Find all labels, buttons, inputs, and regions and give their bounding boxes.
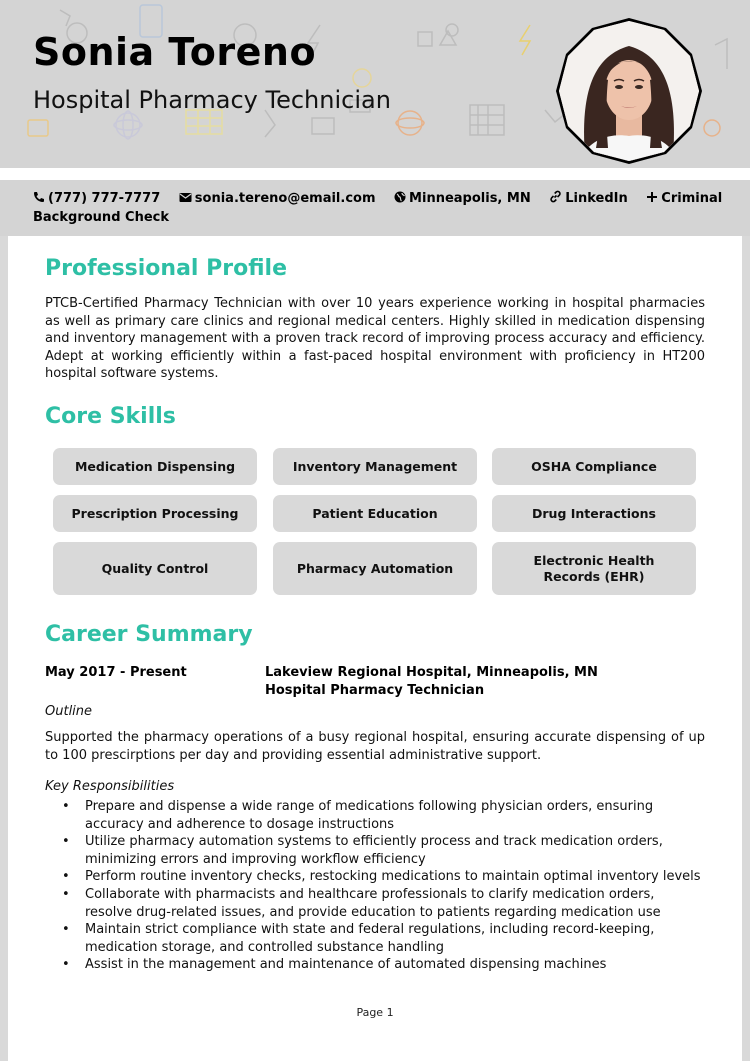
skill-chip: Medication Dispensing (53, 448, 257, 485)
extra-text: Criminal Background Check (33, 191, 723, 225)
profile-photo (556, 18, 702, 164)
linkedin-text: LinkedIn (565, 191, 628, 206)
list-item: • Utilize pharmacy automation systems to efficiently process and track medication orders, minimizing errors and improving workflow efficiency (85, 833, 705, 868)
globe-icon (394, 191, 406, 203)
list-item: • Prepare and dispense a wide range of medications following physician orders, ensuring accuracy and adherence to dosage instructions (85, 798, 705, 833)
list-item: • Perform routine inventory checks, restocking medications to maintain optimal inventory levels (85, 868, 705, 886)
envelope-icon (179, 192, 192, 203)
job-outline: Supported the pharmacy operations of a busy regional hospital, ensuring accurate dispensing of up to 100 prescirptions per day and providing essential administrative support. (45, 730, 705, 763)
skill-chip: Electronic Health Records (EHR) (492, 542, 696, 595)
contact-details (33, 189, 733, 227)
page-number: Page 1 (356, 1006, 394, 1019)
responsibilities-list (45, 798, 705, 974)
career-heading: Career Summary (45, 622, 253, 647)
profile-text: PTCB-Certified Pharmacy Technician with over 10 years experience working in hospital pharmacies as well as primary care clinics and regional medical centers. Highly skilled in medication dispensing and inventory management with a proven track record of improving process accuracy and efficiency. Adept at working efficiently within a fast-paced hospital environment with proficiency in HT200 hospital software systems. (45, 296, 705, 382)
skill-chip: Pharmacy Automation (273, 542, 477, 595)
phone-text: (777) 777-7777 (48, 191, 161, 206)
contact-bar (0, 180, 750, 236)
profile-heading: Professional Profile (45, 256, 287, 281)
list-item: • Collaborate with pharmacists and healthcare professionals to clarify medication orders, resolve drug-related issues, and provide education to patients regarding medication use (85, 886, 705, 921)
skill-chip: Patient Education (273, 495, 477, 532)
plus-icon (646, 191, 658, 203)
skill-chip: OSHA Compliance (492, 448, 696, 485)
link-icon (549, 190, 562, 203)
resume-header (0, 0, 750, 168)
avatar (556, 18, 702, 164)
list-item: • Assist in the management and maintenance of automated dispensing machines (85, 956, 705, 974)
header-divider (0, 168, 750, 180)
contact-location (394, 191, 535, 206)
candidate-name: Sonia Toreno (33, 30, 317, 74)
skill-chip: Inventory Management (273, 448, 477, 485)
candidate-title: Hospital Pharmacy Technician (33, 86, 391, 114)
outline-label: Outline (45, 704, 93, 719)
location-text: Minneapolis, MN (409, 191, 531, 206)
contact-email[interactable] (179, 191, 380, 206)
job-employer: Lakeview Regional Hospital, Minneapolis, MN (265, 665, 598, 680)
contact-linkedin[interactable] (549, 191, 632, 206)
job-dates: May 2017 - Present (45, 665, 187, 680)
resume-body (8, 236, 742, 1061)
skill-chip: Quality Control (53, 542, 257, 595)
job-role: Hospital Pharmacy Technician (265, 683, 485, 698)
skill-chip: Prescription Processing (53, 495, 257, 532)
email-text: sonia.tereno@email.com (194, 191, 376, 206)
responsibilities-label: Key Responsibilities (45, 779, 175, 794)
contact-phone[interactable] (33, 191, 165, 206)
list-item: • Maintain strict compliance with state and federal regulations, including record-keeping, medication storage, and controlled substance handling (85, 921, 705, 956)
skills-heading: Core Skills (45, 404, 176, 429)
skill-chip: Drug Interactions (492, 495, 696, 532)
phone-icon (33, 191, 45, 203)
